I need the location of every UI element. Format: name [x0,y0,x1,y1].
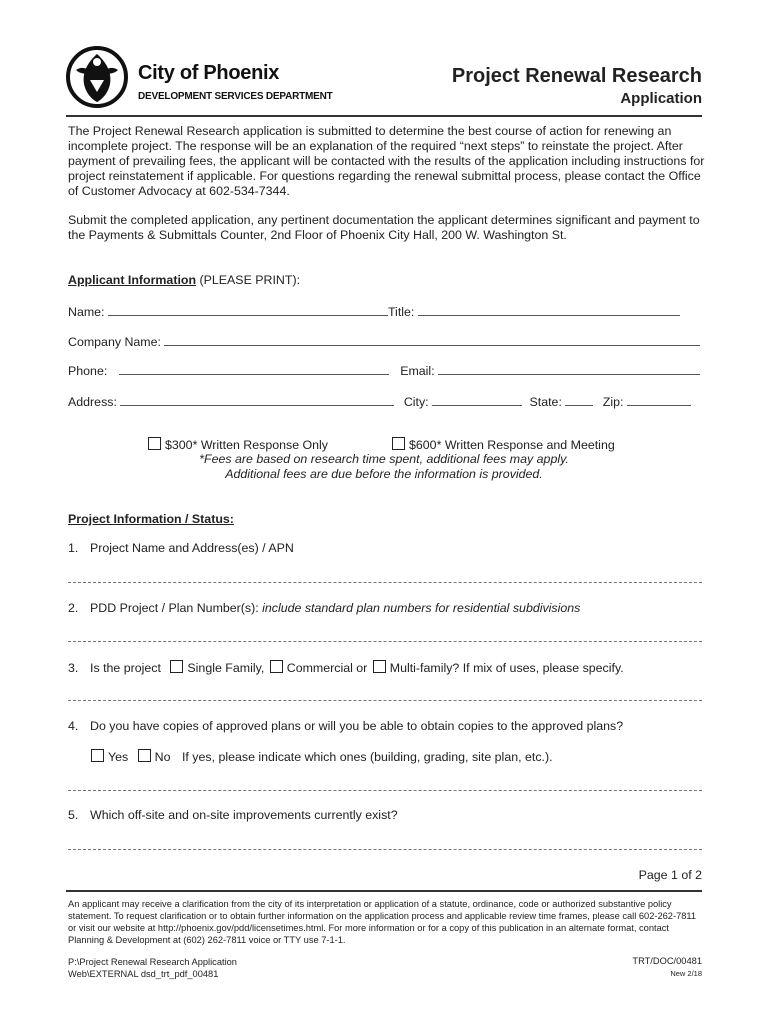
question-4-options [91,749,553,764]
revision-date: New 2/18 [670,969,702,978]
zip-label: Zip: [602,395,624,409]
company-row [68,333,700,349]
plans-yes-checkbox[interactable] [91,749,104,762]
single-family-label: Single Family, [187,661,265,675]
fee-300-checkbox[interactable] [148,437,161,450]
q1-answer-line[interactable] [68,582,702,583]
fee-note-2: Additional fees are due before the information is provided. [225,467,543,481]
file-path-line-1: P:\Project Renewal Research Application [68,957,237,967]
state-label: State: [529,395,562,409]
name-row [68,303,680,319]
q4-answer-line[interactable] [68,790,702,791]
disclaimer-text: An applicant may receive a clarification from the city of its interpretation or application of a statute, ordinance, code or authorized substantive policy statement. To request clarification or to obtain further information on the application process and applicable review time frames, please call 602-262-7811 or visit our website at http://phoenix.gov/pdd/licensetimes.html. For more information or for a copy of this publication in an alternate format, contact Planning & Development at (602) 262-7811 voice or TTY use 7-1-1. [68,899,697,945]
title-label: Title: [387,305,415,319]
question-3 [68,660,624,675]
file-path [68,956,237,980]
company-label: Company Name: [68,335,161,349]
q3-number: 3. [68,661,79,675]
address-label: Address: [68,395,117,409]
commercial-checkbox[interactable] [270,660,283,673]
multi-family-checkbox[interactable] [373,660,386,673]
email-field[interactable] [438,362,700,375]
phone-row [68,362,700,378]
q4-number: 4. [68,719,79,733]
document-id: TRT/DOC/00481 [632,956,702,966]
q4-text: Do you have copies of approved plans or will you be able to obtain copies to the approved plans? [90,719,624,733]
intro-paragraph-2: Submit the completed application, any pertinent documentation the applicant determines significant and payment to the Payments & Submittals Counter, 2nd Floor of Phoenix City Hall, 200 W. Washington St. [68,213,700,242]
commercial-label: Commercial or [286,661,368,675]
applicant-heading-note: (PLEASE PRINT): [196,273,301,287]
q2-italic-note: include standard plan numbers for residential subdivisions [262,601,581,615]
project-section-heading [68,512,234,526]
footer-divider [66,890,702,892]
department-name: DEVELOPMENT SERVICES DEPARTMENT [138,91,333,102]
document-title: Project Renewal Research [451,65,702,87]
name-label: Name: [68,305,105,319]
question-2 [68,601,580,615]
document-subtitle: Application [620,90,702,107]
q2-number: 2. [68,601,79,615]
multi-family-label: Multi-family? If mix of uses, please specify. [389,661,624,675]
page-number: Page 1 of 2 [638,868,702,882]
project-heading-label: Project Information / Status: [68,512,234,526]
fee-note-1: *Fees are based on research time spent, additional fees may apply. [199,452,569,466]
company-field[interactable] [164,333,700,346]
single-family-checkbox[interactable] [170,660,183,673]
applicant-section-heading [68,273,300,287]
q4-followup: If yes, please indicate which ones (building, grading, site plan, etc.). [181,750,553,764]
question-4 [68,719,623,733]
title-field[interactable] [418,303,680,316]
zip-field[interactable] [627,393,691,406]
email-label: Email: [400,364,435,378]
question-5 [68,808,398,822]
phone-field[interactable] [119,362,389,375]
fee-option-300 [148,437,328,452]
applicant-heading-label: Applicant Information [68,273,197,287]
fee-600-label: $600* Written Response and Meeting [409,438,615,452]
city-field[interactable] [432,393,522,406]
q2-text: PDD Project / Plan Number(s): [90,601,263,615]
address-row [68,393,691,409]
org-name: City of Phoenix [138,62,280,84]
name-field[interactable] [108,303,388,316]
file-path-line-2: Web\EXTERNAL dsd_trt_pdf_00481 [68,969,219,979]
state-field[interactable] [565,393,593,406]
question-1 [68,541,294,555]
q5-number: 5. [68,808,79,822]
phoenix-bird-logo [66,44,128,110]
phone-label: Phone: [68,364,108,378]
q5-text: Which off-site and on-site improvements currently exist? [90,808,398,822]
intro-paragraph-1: The Project Renewal Research application is submitted to determine the best course of action for renewing an incomplete project. The response will be an explanation of the required “next steps” to reinstate the project. After payment of prevailing fees, the applicant will be contacted with the results of the application including instructions for project reinstatement if applicable. For questions regarding the renewal submittal process, please contact the Office of Customer Advocacy at 602-534-7344. [68,124,705,198]
plans-yes-label: Yes [108,750,129,764]
q1-text: Project Name and Address(es) / APN [90,541,294,555]
plans-no-label: No [154,750,171,764]
q3-answer-line[interactable] [68,700,702,701]
q5-answer-line[interactable] [68,849,702,850]
city-label: City: [403,395,429,409]
fee-option-600 [392,437,615,452]
fee-300-label: $300* Written Response Only [165,438,329,452]
fee-600-checkbox[interactable] [392,437,405,450]
q3-text: Is the project [90,661,161,675]
q2-answer-line[interactable] [68,641,702,642]
plans-no-checkbox[interactable] [138,749,151,762]
address-field[interactable] [120,393,394,406]
q1-number: 1. [68,541,79,555]
header-divider [66,115,702,117]
